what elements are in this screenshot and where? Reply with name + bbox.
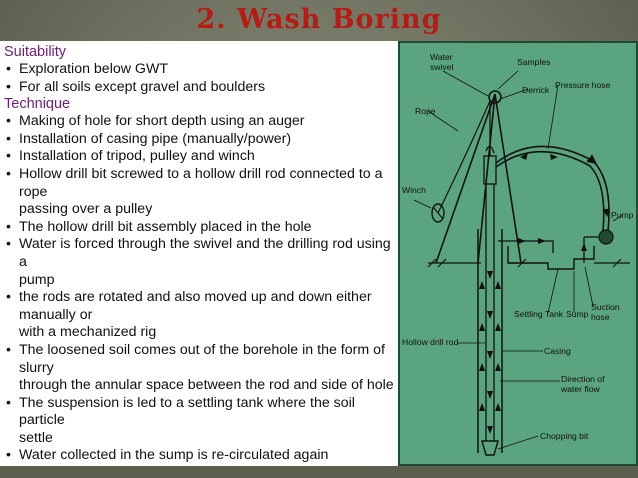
bullet: • (6, 148, 11, 165)
technique-text-continued: through the annular space between the rod and side of hole (19, 377, 394, 394)
technique-item (4, 166, 396, 201)
content-column (4, 44, 396, 465)
label-pump: Pump (611, 210, 634, 220)
bullet: • (6, 394, 11, 411)
technique-text: Installation of casing pipe (manually/power) (19, 130, 292, 147)
technique-text: The suspension is led to a settling tank where the soil particle (19, 394, 355, 429)
technique-text: the rods are rotated and also moved up and down either manually or (19, 289, 372, 323)
bullet: • (6, 218, 11, 235)
label-swivel: swivel (430, 62, 454, 72)
technique-item (4, 148, 396, 166)
bullet: • (6, 165, 11, 182)
suitability-text: For all soils except gravel and boulders (19, 78, 266, 95)
label-settling-tank: Settling Tank (514, 309, 564, 319)
technique-text: Installation of tripod, pulley and winch (19, 148, 255, 165)
suitability-heading: Suitability (4, 44, 67, 60)
suitability-text: Exploration below GWT (19, 61, 169, 77)
label-rope: Rope (415, 106, 436, 116)
slide-footer (0, 466, 638, 478)
technique-item (4, 289, 396, 324)
label-hose: hose (591, 312, 610, 322)
bullet: • (6, 61, 11, 77)
technique-item (4, 395, 396, 430)
technique-heading: Technique (4, 96, 71, 113)
bullet: • (6, 113, 11, 130)
technique-text: Water is forced through the swivel and the drilling rod using a (19, 236, 391, 270)
label-derrick: Derrick (522, 85, 550, 95)
label-pressure-hose: Pressure hose (555, 80, 611, 90)
technique-text: Hollow drill bit screwed to a hollow drill rod connected to a rope (19, 165, 383, 200)
slide-title: 2. Wash Boring (196, 4, 442, 35)
technique-item (4, 219, 396, 237)
technique-item (4, 113, 396, 131)
label-samples: Samples (517, 57, 551, 67)
suitability-item (4, 79, 396, 97)
technique-text: Making of hole for short depth using an auger (19, 113, 305, 130)
technique-item (4, 236, 396, 271)
technique-item (4, 447, 396, 465)
label-winch: Winch (402, 185, 426, 195)
label-direction-of: Direction of (561, 374, 605, 384)
technique-text: Water collected in the sump is re-circulated again (19, 447, 329, 464)
label-water: Water (430, 52, 453, 62)
technique-text-continued: with a mechanized rig (19, 324, 157, 341)
label-casing: Casing (544, 346, 571, 356)
technique-text-continued: settle (19, 429, 53, 446)
bullet: • (6, 236, 11, 253)
bullet: • (6, 447, 11, 464)
technique-item (4, 131, 396, 149)
suitability-item (4, 61, 396, 79)
technique-text-continued: passing over a pulley (19, 201, 153, 218)
bullet: • (6, 130, 11, 147)
label-water-flow: water flow (561, 384, 600, 394)
technique-text: The hollow drill bit assembly placed in the hole (19, 218, 312, 235)
technique-text-continued: pump (19, 271, 55, 288)
technique-item (4, 342, 396, 377)
technique-text: The loosened soil comes out of the borehole in the form of slurry (19, 341, 385, 376)
bullet: • (6, 341, 11, 358)
label-hollow-drill-rod: Hollow drill rod (402, 337, 459, 347)
wash-boring-diagram (398, 41, 638, 466)
diagram-svg (398, 41, 638, 466)
bullet: • (6, 289, 11, 306)
label-sump: Sump (566, 309, 589, 319)
bullet: • (6, 78, 11, 95)
pump-icon (599, 230, 613, 244)
label-suction: Suction (591, 302, 620, 312)
label-chopping-bit: Chopping bit (540, 431, 589, 441)
